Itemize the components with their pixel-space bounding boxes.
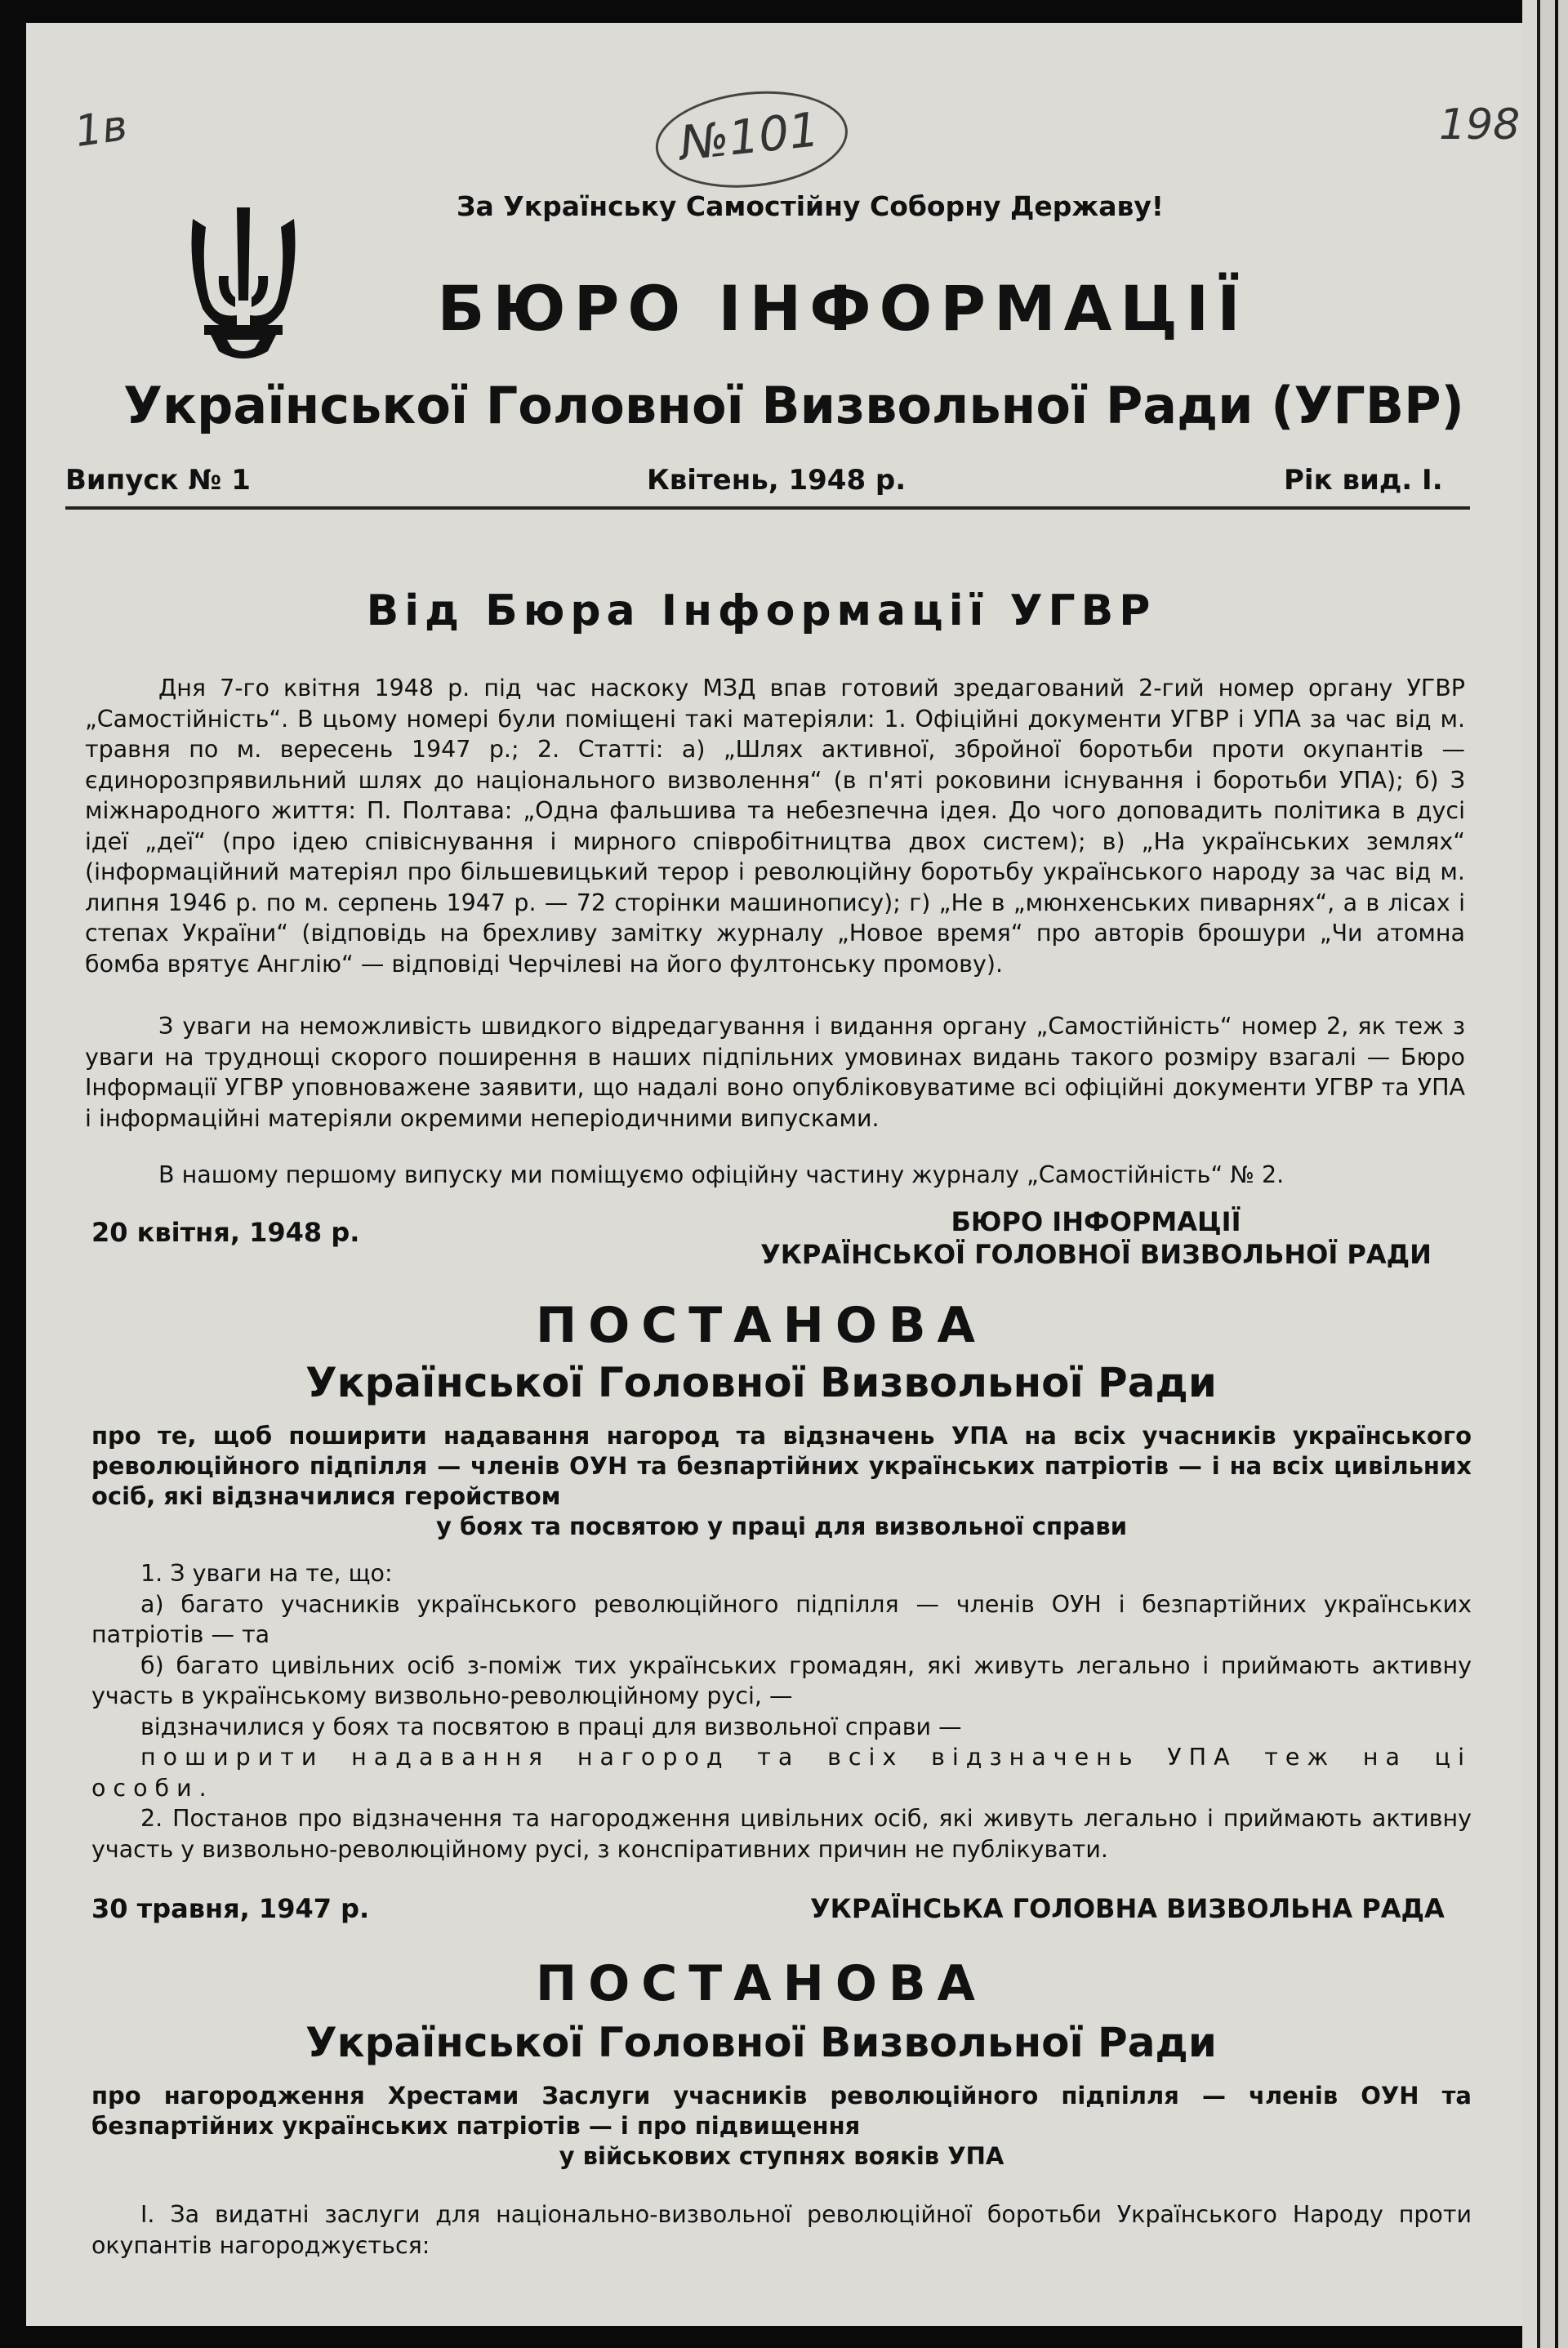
decree1-body: [91, 1558, 1472, 1865]
decree2-title: ПОСТАНОВА: [535, 1955, 987, 2012]
decree1-item1-c: відзначилися у боях та посвятою в праці для визвольної справи —: [140, 1713, 962, 1740]
decree1-title: ПОСТАНОВА: [535, 1297, 987, 1354]
council-title: Української Головної Визвольної Ради (УГВР): [123, 376, 1464, 435]
decree2-preamble-center: у військових ступнях вояків УПА: [559, 2142, 1004, 2170]
handwritten-note-left: 1в: [72, 100, 131, 158]
paragraph-2: З уваги на неможливість швидкого відредагування і видання органу „Самостійність“ номер 2, як теж з уваги на труднощі скорого поширення в наших підпільних умовинах видань такого розміру взагалі — Бюро Інформації УГВР уповноважене заявити, що надалі воно опубліковуватиме всі офіційні документи УГВР та УПА і інформаційні матеріяли окремими неперіодичними випусками.: [85, 1013, 1465, 1132]
paragraph-3: В нашому першому випуску ми поміщуємо офіційну частину журналу „Самостійність“ № 2.: [158, 1161, 1285, 1188]
decree2-subtitle: Української Головної Визвольної Ради: [305, 2019, 1217, 2066]
motto: За Українську Самостійну Соборну Державу!: [457, 190, 1164, 222]
decree1-preamble: [91, 1421, 1472, 1542]
decree2-preamble: [91, 2081, 1472, 2172]
publication-year: Рік вид. І.: [1284, 464, 1443, 497]
decree1-item1-a: а) багато учасників українського революційного підпілля — членів ОУН і безпартійних українських патріотів — та: [91, 1590, 1472, 1648]
decree1-item2: 2. Постанов про відзначення та нагородження цивільних осіб, які живуть легально і приймають активну участь у визвольно-революційному русі, з конспіративних причин не публікувати.: [91, 1805, 1472, 1863]
paragraph-1: Дня 7-го квітня 1948 р. під час наскоку МЗД впав готовий зредагований 2-гий номер органу УГВР „Самостійність“. В цьому номері були поміщені такі матеріяли: 1. Офіційні документи УГВР і УПА за час від м. травня по м. вересень 1947 р.; 2. Статті: а) „Шлях активної, збройної боротьби проти окупантів — єдинорозпрявильний шлях до національного визволення“ (в п'яті роковини існування і боротьби УПА); б) З міжнародного життя: П. Полтава: „Одна фальшива та небезпечна ідея. До чого доповадить політика в дусі ідеї „деї“ (про ідею співіснування і мирного співробітництва двох систем); в) „На українських землях“ (інформаційний матеріял про більшевицький терор і революційну боротьбу українського народу за час від м. липня 1946 р. по м. серпень 1947 р. — 72 сторінки машинопису); г) „Не в „мюнхенських пиварнях“, а в лісах і степах України“ (відповідь на брехливу замітку журналу „Новое время“ про авторів брошури „Чи атомна бомба врятує Англію“ — відповіді Черчілеві на його фултонську промову).: [85, 675, 1465, 978]
page-edge-strip: [1522, 0, 1568, 2348]
issue-number: Випуск № 1: [65, 464, 251, 497]
decree2-item1: І. За видатні заслуги для національно-визвольної революційної боротьби Українського Народу проти окупантів нагороджується:: [91, 2201, 1472, 2259]
document-page: [26, 23, 1522, 2326]
handwritten-archive-number: №101: [676, 101, 822, 172]
header-divider: [65, 506, 1470, 510]
section-sign-org: [720, 1205, 1472, 1271]
section-sign-org-line1: БЮРО ІНФОРМАЦІЇ: [951, 1206, 1241, 1237]
section-title: Від Бюра Інформації УГВР: [366, 586, 1156, 635]
issue-date: Квітень, 1948 р.: [647, 464, 906, 497]
decree2-preamble-text: про нагородження Хрестами Заслуги учасників революційного підпілля — членів ОУН та безпартійних українських патріотів — і про підвищення: [91, 2082, 1472, 2140]
decree1-item1-intro: 1. З уваги на те, що:: [140, 1560, 393, 1587]
section-sign-org-line2: УКРАЇНСЬКОЇ ГОЛОВНОЇ ВИЗВОЛЬНОЇ РАДИ: [760, 1239, 1432, 1270]
decree1-preamble-center: у боях та посвятою у праці для визвольної справи: [435, 1513, 1128, 1540]
decree1-item1-d: поширити надавання нагород та всіх відзначень УПА теж на ці особи.: [91, 1744, 1472, 1802]
decree1-item1-b: б) багато цивільних осіб з-поміж тих українських громадян, які живуть легально і приймають активну участь в українському визвольно-революційному русі, —: [91, 1651, 1472, 1709]
bureau-title: БЮРО ІНФОРМАЦІЇ: [437, 272, 1249, 345]
decree2-body: [91, 2199, 1472, 2261]
trident-emblem-icon: [186, 203, 301, 366]
decree1-preamble-text: про те, щоб поширити надавання нагород та відзначень УПА на всіх учасників українського революційного підпілля — членів ОУН та безпартійних українських патріотів — і на всіх цивільних осіб, які відзначилися геройством: [91, 1422, 1472, 1510]
decree1-sign-org: УКРАЇНСЬКА ГОЛОВНА ВИЗВОЛЬНА РАДА: [810, 1893, 1445, 1924]
decree1-subtitle: Української Головної Визвольної Ради: [305, 1359, 1217, 1406]
decree1-sign-date: 30 травня, 1947 р.: [91, 1893, 370, 1924]
handwritten-page-number: 198: [1439, 100, 1521, 149]
section-sign-date: 20 квітня, 1948 р.: [91, 1217, 360, 1248]
